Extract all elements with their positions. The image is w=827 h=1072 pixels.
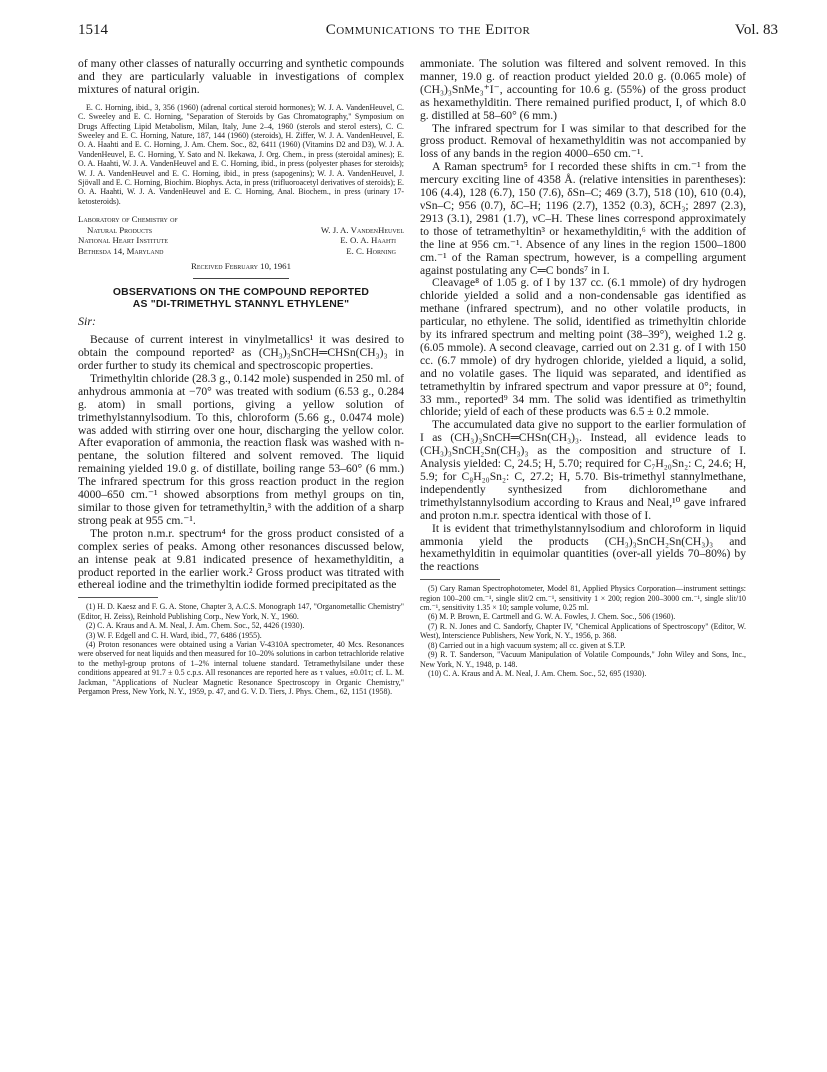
body-paragraph: Because of current interest in vinylmetallics¹ it was desired to obtain the compound reported² as (CH₃)₃SnCH═CHSn(CH₃)₃ in order further to study its chemical and spectroscopic properties.	[78, 333, 404, 372]
footnote: (2) C. A. Kraus and A. M. Neal, J. Am. Chem. Soc., 52, 4426 (1930).	[86, 621, 305, 631]
footnote: (5) Cary Raman Spectrophotometer, Model 81, Applied Physics Corporation—instrument settings: region 100–200 cm.⁻¹, single slit/2 cm.⁻¹, sensitivity 1 × 200; region 200–3000 cm.⁻¹, single slit/10 cm.⁻¹, sensitivity 1.35 × 10; sample volume, 0.25 ml.	[420, 584, 746, 613]
footnote: (6) M. P. Brown, E. Cartmell and G. W. A. Fowles, J. Chem. Soc., 506 (1960).	[428, 612, 676, 622]
footnote-divider	[420, 579, 500, 580]
intro-paragraph: of many other classes of naturally occurring and synthetic compounds and they are particularly valuable in investigations of complex mixtures of natural origin.	[78, 57, 404, 96]
affiliation-line: Natural Products	[87, 224, 153, 235]
body-paragraph: Cleavage⁸ of 1.05 g. of I by 137 cc. (6.1 mmole) of dry hydrogen chloride yielded a solid and a non-condensable gas identified as methane (infrared spectrum), and no other volatile products, in particular, no ethylene. The solid, identified as trimethyltin chloride by its infrared spectrum and melting point (38–39°), weighed 1.2 g. (6.05 mmole). A second cleavage, carried out on 2.31 g. of I with 150 cc. (6.7 mmole) of dry hydrogen chloride, yielded a liquid, a solid, and no volatile gases. The liquid was separated, and identified as tetramethyltin by infrared spectrum and vapor pressure at 0°; found, 33 mm., reported⁹ 34 mm. The solid was identified as trimethyltin chloride; yield of each of these products was 6.5 ± 0.2 mmole.	[420, 276, 746, 419]
affiliation-line: National Heart Institute	[78, 235, 168, 246]
article-title-line: OBSERVATIONS ON THE COMPOUND REPORTED	[112, 287, 370, 299]
salutation: Sir:	[78, 314, 96, 329]
footnote: (1) H. D. Kaesz and F. G. A. Stone, Chapter 3, A.C.S. Monograph 147, "Organometallic Chemistry" (Editor, H. Zeiss), Reinhold Publishing Corp., New York, N. Y., 1960.	[78, 602, 404, 621]
article-title-line: AS "DI-TRIMETHYL STANNYL ETHYLENE"	[132, 298, 350, 310]
body-paragraph: Trimethyltin chloride (28.3 g., 0.142 mole) suspended in 250 ml. of anhydrous ammonia at −70° was treated with sodium (6.53 g., 0.284 g. atom) in small portions, giving a yellow solution of trimethylstannylsodium. To this, chloroform (5.66 g., 0.0474 mole) was added with stirring over one hour, discharging the yellow color. After evaporation of ammonia, the reaction flask was washed with n-pentane, the solution filtered and solvent removed. The liquid remaining yielded 19.0 g. of distillate, boiling range 53–60° (6 mm.) The infrared spectrum for this gross reaction product in the region 4000–650 cm.⁻¹ showed absorptions from methyl groups on tin, similar to those given for tetramethyltin,³ with the addition of a sharp strong peak at 955 cm.⁻¹.	[78, 371, 404, 527]
footnote: (9) R. T. Sanderson, "Vacuum Manipulation of Volatile Compounds," John Wiley and Sons, Inc., New York, N. Y., 1948, p. 148.	[420, 650, 746, 669]
footnote: (3) W. F. Edgell and C. H. Ward, ibid., 77, 6486 (1955).	[86, 630, 262, 640]
body-paragraph: The accumulated data give no support to the earlier formulation of I as (CH₃)₃SnCH═CHSn(CH₃)₃. Instead, all evidence leads to (CH₃)₃SnCH₂Sn(CH₃)₃ as the composition and structure of I. Analysis yielded: C, 24.5; H, 5.70; required for C₇H₂₀Sn₂: C, 24.6; H, 5.9; for C₈H₂₀Sn₂: C, 27.2; H, 5.70. Bis-trimethyl stannylmethane, independently synthesized from dichloromethane and trimethylstannylsodium according to Kraus and Neal,¹⁰ gave infrared and proton n.m.r. spectra identical with those of I.	[420, 418, 746, 522]
running-title: Communications to the Editor	[325, 22, 531, 38]
author-name: E. C. Horning	[346, 245, 396, 256]
body-paragraph: The infrared spectrum for I was similar to that described for the gross product. Removal of hexamethylditin was not accompanied by loss of any bands in the region 4000–650 cm.⁻¹.	[420, 121, 746, 161]
body-paragraph: The proton n.m.r. spectrum⁴ for the gross product consisted of a complex series of peaks. Among other resonances discussed below, an intense peak at 9.81 indicated presence of hexamethylditin, a product reported in the earlier work.² Gross product was titrated with ethereal iodine and the trimethyltin iodide formed precipitated as the	[78, 526, 404, 592]
affiliation-line: Laboratory of Chemistry of	[78, 214, 178, 225]
right-column	[420, 58, 746, 678]
affiliation-block	[78, 214, 404, 256]
footnote-divider	[78, 597, 158, 598]
footnote: (4) Proton resonances were obtained using a Varian V-4310A spectrometer, 40 Mcs. Resonances were observed for neat liquids and then measured for 10–20% solutions in carbon tetrachloride relative to the methyl-group protons of 1–2% internal toluene standard. Tetramethylsilane under these conditions appeared at 91.7 ± 0.5 c.p.s. All resonances are reported here as τ values, ±0.01τ; cf. L. M. Jackman, "Applications of Nuclear Magnetic Resonance Spectroscopy in Organic Chemistry," Pergamon Press, New York, N. Y., 1959, p. 47, and G. V. D. Tiers, J. Phys. Chem., 62, 1151 (1958).	[78, 639, 404, 696]
body-paragraph: A Raman spectrum⁵ for I recorded these shifts in cm.⁻¹ from the mercury exciting line of 4358 Å. (relative intensities in parentheses): 106 (4.4), 128 (6.7), 150 (7.6), δSn–C; 469 (3.7), 518 (10), 610 (0.4), νSn–C; 956 (0.7), δC–H; 1196 (2.7), 1352 (0.3), δCH₃; 2897 (2.3), 2913 (3.1), 2981 (1.7), νC–H. These lines correspond approximately to those of tetramethyltin³ or hexamethylditin,⁶ with the addition of the line at 956 cm.⁻¹. Absence of any lines in the region 1500–1800 cm.⁻¹ of the Raman spectrum, however, is a compelling argument against postulating any C═C bonds⁷ in I.	[420, 160, 746, 277]
previous-references: E. C. Horning, ibid., 3, 356 (1960) (adrenal cortical steroid hormones); W. J. A. VandenHeuvel, C. C. Sweeley and E. C. Horning, "Separation of Steroids by Gas Chromatography," Symposium on Drugs Affecting Lipid Metabolism, Milan, Italy, June 2–4, 1960 (sterols and sterol esters), C. C. Sweeley and E. C. Horning, Nature, 187, 144 (1960) (steroids), H. Ziffer, W. J. A. VandenHeuvel, E. O. A. Haahti and E. C. Horning, J. Am. Chem. Soc., 82, 6411 (1960) (Vitamins D2 and D3), W. J. A. VandenHeuvel, E. C. Horning, Y. Sato and N. Ikekawa, J. Org. Chem., in press (steroidal amines); E. O. A. Haahti, W. J. A. VandenHeuvel and E. C. Horning, ibid., in press (polyester phases for steroids); W. J. A. VandenHeuvel and E. C. Horning, ibid., in press (sapogenins); W. J. A. VandenHeuvel, J. Sjövall and E. C. Horning, Biochim. Biophys. Acta, in press (trifluoroacetyl derivatives of steroids); E. O. A. Haahti, W. J. A. VandenHeuvel and E. C. Horning, Anal. Biochem., in press (urinary 17-ketosteroids).	[78, 102, 404, 206]
footnote: (10) C. A. Kraus and A. M. Neal, J. Am. Chem. Soc., 52, 695 (1930).	[428, 668, 647, 678]
footnote: (8) Carried out in a high vacuum system; all cc. given at S.T.P.	[428, 640, 626, 650]
received-date: Received February 10, 1961	[191, 261, 291, 272]
body-paragraph: It is evident that trimethylstannylsodium and chloroform in liquid ammonia yield the products (CH₃)₃SnCH₂Sn(CH₃)₃ and hexamethylditin in equimolar quantities (over-all yields 70–80%) by the reactions	[420, 521, 746, 574]
left-column	[78, 58, 404, 696]
author-name: E. O. A. Haahti	[340, 235, 396, 246]
body-paragraph: ammoniate. The solution was filtered and solvent removed. In this manner, 19.0 g. of reaction product yielded 20.0 g. (0.065 mole) of (CH₃)₃SnMe₃⁺I⁻, accounting for 10.6 g. (55%) of the gross product as hexamethylditin. There remained purified product, I, of which 8.0 g. distilled at 58–60° (6 mm.)	[420, 57, 746, 122]
running-header	[78, 22, 778, 44]
page-number: 1514	[78, 22, 108, 38]
section-divider	[193, 278, 289, 279]
author-name: W. J. A. VandenHeuvel	[320, 224, 404, 235]
affiliation-line: Bethesda 14, Maryland	[78, 245, 164, 256]
volume-label: Vol. 83	[734, 22, 778, 38]
footnote: (7) R. N. Jones and C. Sandorfy, Chapter IV, "Chemical Applications of Spectroscopy" (Editor, W. West), Interscience Publishers, New York, N. Y., 1956, p. 368.	[420, 621, 746, 641]
